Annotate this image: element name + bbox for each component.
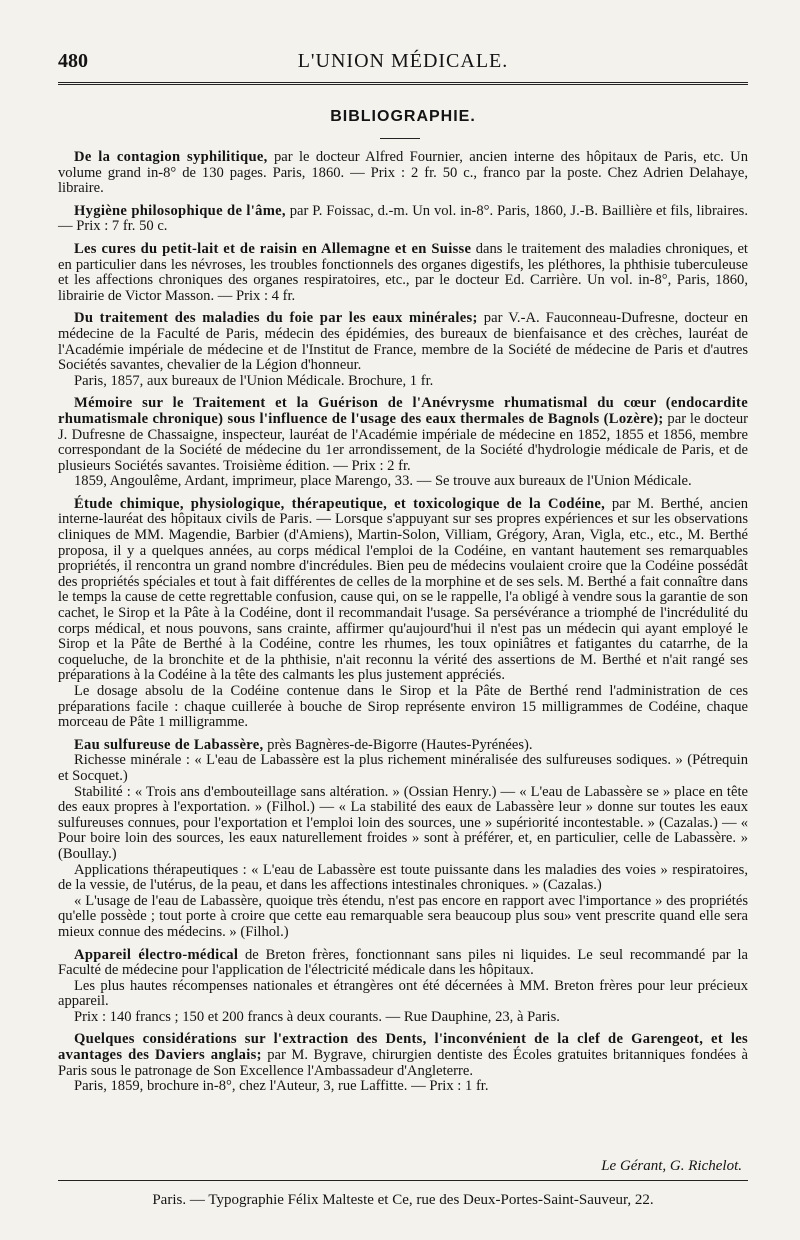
entry-title: Quelques considérations sur l'extraction des Dents, l'inconvénient de la clef de Garengeot, et les avantages des Daviers anglais; (58, 1031, 748, 1064)
entry-body: par P. Foissac, d.-m. Un vol. in-8°. Paris, 1860, J.-B. Baillière et fils, libraires. — Prix : 7 fr. 50 c. (58, 202, 749, 235)
entry-body: par le docteur J. Dufresne de Chassaigne, inspecteur, lauréat de l'Académie impériale de médecine en 1852, 1855 et 1856, membre correspondant de la Société de médecine du 1er arrondissement, de la Société d'hydrologie médicale de Paris, et de plusieurs Sociétés savantes. Troisième édition. — Prix : 2 fr. (58, 410, 749, 474)
running-title: L'UNION MÉDICALE. (297, 50, 509, 72)
entry-note: Paris, 1859, brochure in-8°, chez l'Auteur, 3, rue Laffitte. — Prix : 1 fr. (74, 1078, 489, 1095)
entry (58, 738, 748, 941)
entry-body: près Bagnères-de-Bigorre (Hautes-Pyrénées). (263, 736, 533, 753)
entry-title: De la contagion syphilitique, (74, 149, 268, 165)
entry-body: par V.-A. Fauconneau-Dufresne, docteur en médecine de la Faculté de Paris, médecin des épidémies, des bureaux de bienfaisance et des crèches, lauréat de l'Académie impériale de médecine et de l'Institut de France, membre de la Société de médecine de Paris et d'autres Sociétés savantes, chevalier de la Légion d'honneur. (58, 310, 748, 374)
entry-body: par M. Bygrave, chirurgien dentiste des Écoles gratuites britanniques fondées à Paris sous le patronage de Son Excellence l'Ambassadeur d'Angleterre. (58, 1047, 748, 1079)
entry (58, 242, 748, 304)
section-rule (380, 138, 420, 139)
bibliography-body (58, 150, 748, 1102)
footer-rule (58, 1180, 748, 1181)
entry-paragraph: Applications thérapeutiques : « L'eau de Labassère est toute puissante dans les maladies des voies » respiratoires, de la vessie, de l'utérus, de la peau, et dans les affections intestinales chroniques. » (Cazalas.) (58, 861, 748, 894)
entry (58, 948, 748, 1026)
entry-body: de Breton frères, fonctionnant sans piles ni liquides. Le seul recommandé par la Faculté de médecine pour l'application de l'électricité médicale dans les hôpitaux. (58, 946, 748, 979)
entry-title: Eau sulfureuse de Labassère, (74, 736, 264, 753)
entry-paragraph: Richesse minérale : « L'eau de Labassère est la plus richement minéralisée des sulfureuses sodiques. » (Pétrequin et Socquet.) (58, 752, 748, 784)
entry-paragraph: Prix : 140 francs ; 150 et 200 francs à deux courants. — Rue Dauphine, 23, à Paris. (74, 1008, 560, 1025)
entry-body: dans le traitement des maladies chroniques, et en particulier dans les névroses, les troubles fonctionnels des organes digestifs, les pléthores, la phthisie tuberculeuse et les affections chroniques des organes respiratoires, etc., par le docteur Ed. Carrière. Un vol. in-8°, Paris, 1860, librairie de Victor Masson. — Prix : 4 fr. (58, 240, 748, 304)
entry-title: Les cures du petit-lait et de raisin en Allemagne et en Suisse (74, 240, 472, 257)
page-header (58, 50, 748, 80)
entry-title: Mémoire sur le Traitement et la Guérison de l'Anévrysme rhumatismal du cœur (endocardite rhumatismale chronique) sous l'influence de l'usage des eaux thermales de Bagnols (Lozère); (58, 395, 748, 427)
signature: Le Gérant, G. Richelot. (601, 1158, 742, 1174)
entry-title: Appareil électro-médical (74, 946, 239, 963)
entry-title: Du traitement des maladies du foie par les eaux minérales; (74, 310, 478, 327)
entry (58, 1032, 748, 1094)
entry-note: Le dosage absolu de la Codéine contenue dans le Sirop et la Pâte de Berthé rend l'administration de ces préparations facile : chaque cuillerée à bouche de Sirop représente environ 15 milligrammes de Codéine, chaque morceau de Pâte 1 milligramme. (58, 683, 748, 731)
entry-body: par M. Berthé, ancien interne-lauréat des hôpitaux civils de Paris. — Lorsque s'appuyant sur ses propres expériences et sur les observations cliniques de MM. Magendie, Barbier (d'Amiens), Martin-Solon, Villiam, Grégory, Aran, Vigla, etc., etc., M. Berthé proposa, il y a quelques années, au corps médical l'emploi de la Codéine, en vantant hautement ses remarquables propriétés, il rencontra un grand nombre d'incrédules. Bien peu de médecins voulaient croire que la Codéine possédât des propriétés spéciales et tout à fait différentes de celles de la morphine et de ses sels. M. Berthé a fait connaître dans le temps la cause de cette regrettable confusion, cause qui, on se le rappelle, l'a obligé à vendre sous la garantie de son cachet, le Sirop et la Pâte à la Codéine, dont il recommandait l'usage. Sa persévérance a triomphé de l'incrédulité du corps médical, et nous pouvons, sans crainte, affirmer qu'aujourd'hui il n'est pas un médecin qui ayant employé le Sirop et la Pâte de Berthé à la Codéine, contre les rhumes, les toux opiniâtres et fatigantes du catarrhe, de la coqueluche, de la bronchite et de la phthisie, n'ait reconnu la vérité des assertions de M. Berthé et n'ait rangé ses préparations à la Codéine à la tête des calmants les plus justement appréciés. (58, 495, 748, 684)
entry (58, 204, 748, 235)
entry-note: Paris, 1857, aux bureaux de l'Union Médicale. Brochure, 1 fr. (74, 372, 434, 389)
entry (58, 150, 748, 197)
entry (58, 311, 748, 389)
entry-paragraph: « L'usage de l'eau de Labassère, quoique très étendu, n'est pas encore en rapport avec l'importance » des propriétés qu'elle possède ; tout porte à croire que cette eau remarquable sera beaucoup plus sou» vent prescrite quand elle sera mieux connue des médecins. » (Filhol.) (58, 892, 748, 940)
entry-note: 1859, Angoulême, Ardant, imprimeur, place Marengo, 33. — Se trouve aux bureaux de l'Union Médicale. (74, 473, 692, 490)
entry-title: Hygiène philosophique de l'âme, (74, 202, 286, 219)
entry-paragraph: Stabilité : « Trois ans d'embouteillage sans altération. » (Ossian Henry.) — « L'eau de Labassère se » place en tête des eaux propres à l'exportation. » (Filhol.) — « La stabilité des eaux de Labassère leur » donne sur toutes les eaux sulfureuses connues, pour l'exportation et l'emploi loin des sources, une » supériorité incontestable. » (Cazalas.) — « Pour boire loin des sources, les eaux naturellement froides » sont à préférer, et, en particulier, celle de Labassère. » (Boullay.) (58, 783, 748, 862)
entry-paragraph: Les plus hautes récompenses nationales et étrangères ont été décernées à MM. Breton frères pour leur précieux appareil. (58, 977, 748, 1010)
page-number: 480 (58, 50, 88, 72)
entry-body: par le docteur Alfred Fournier, ancien interne des hôpitaux de Paris, etc. Un volume grand in-8° de 130 pages. Paris, 1860. — Prix : 2 fr. 50 c., franco par la poste. Chez Adrien Delahaye, libraire. (58, 149, 749, 197)
entry-title: Étude chimique, physiologique, thérapeutique, et toxicologique de la Codéine, (74, 495, 606, 512)
section-title: BIBLIOGRAPHIE. (330, 108, 476, 125)
entry (58, 497, 748, 731)
entry (58, 396, 748, 490)
imprint: Paris. — Typographie Félix Malteste et Ce, rue des Deux-Portes-Saint-Sauveur, 22. (152, 1192, 654, 1208)
header-rule (58, 82, 748, 88)
